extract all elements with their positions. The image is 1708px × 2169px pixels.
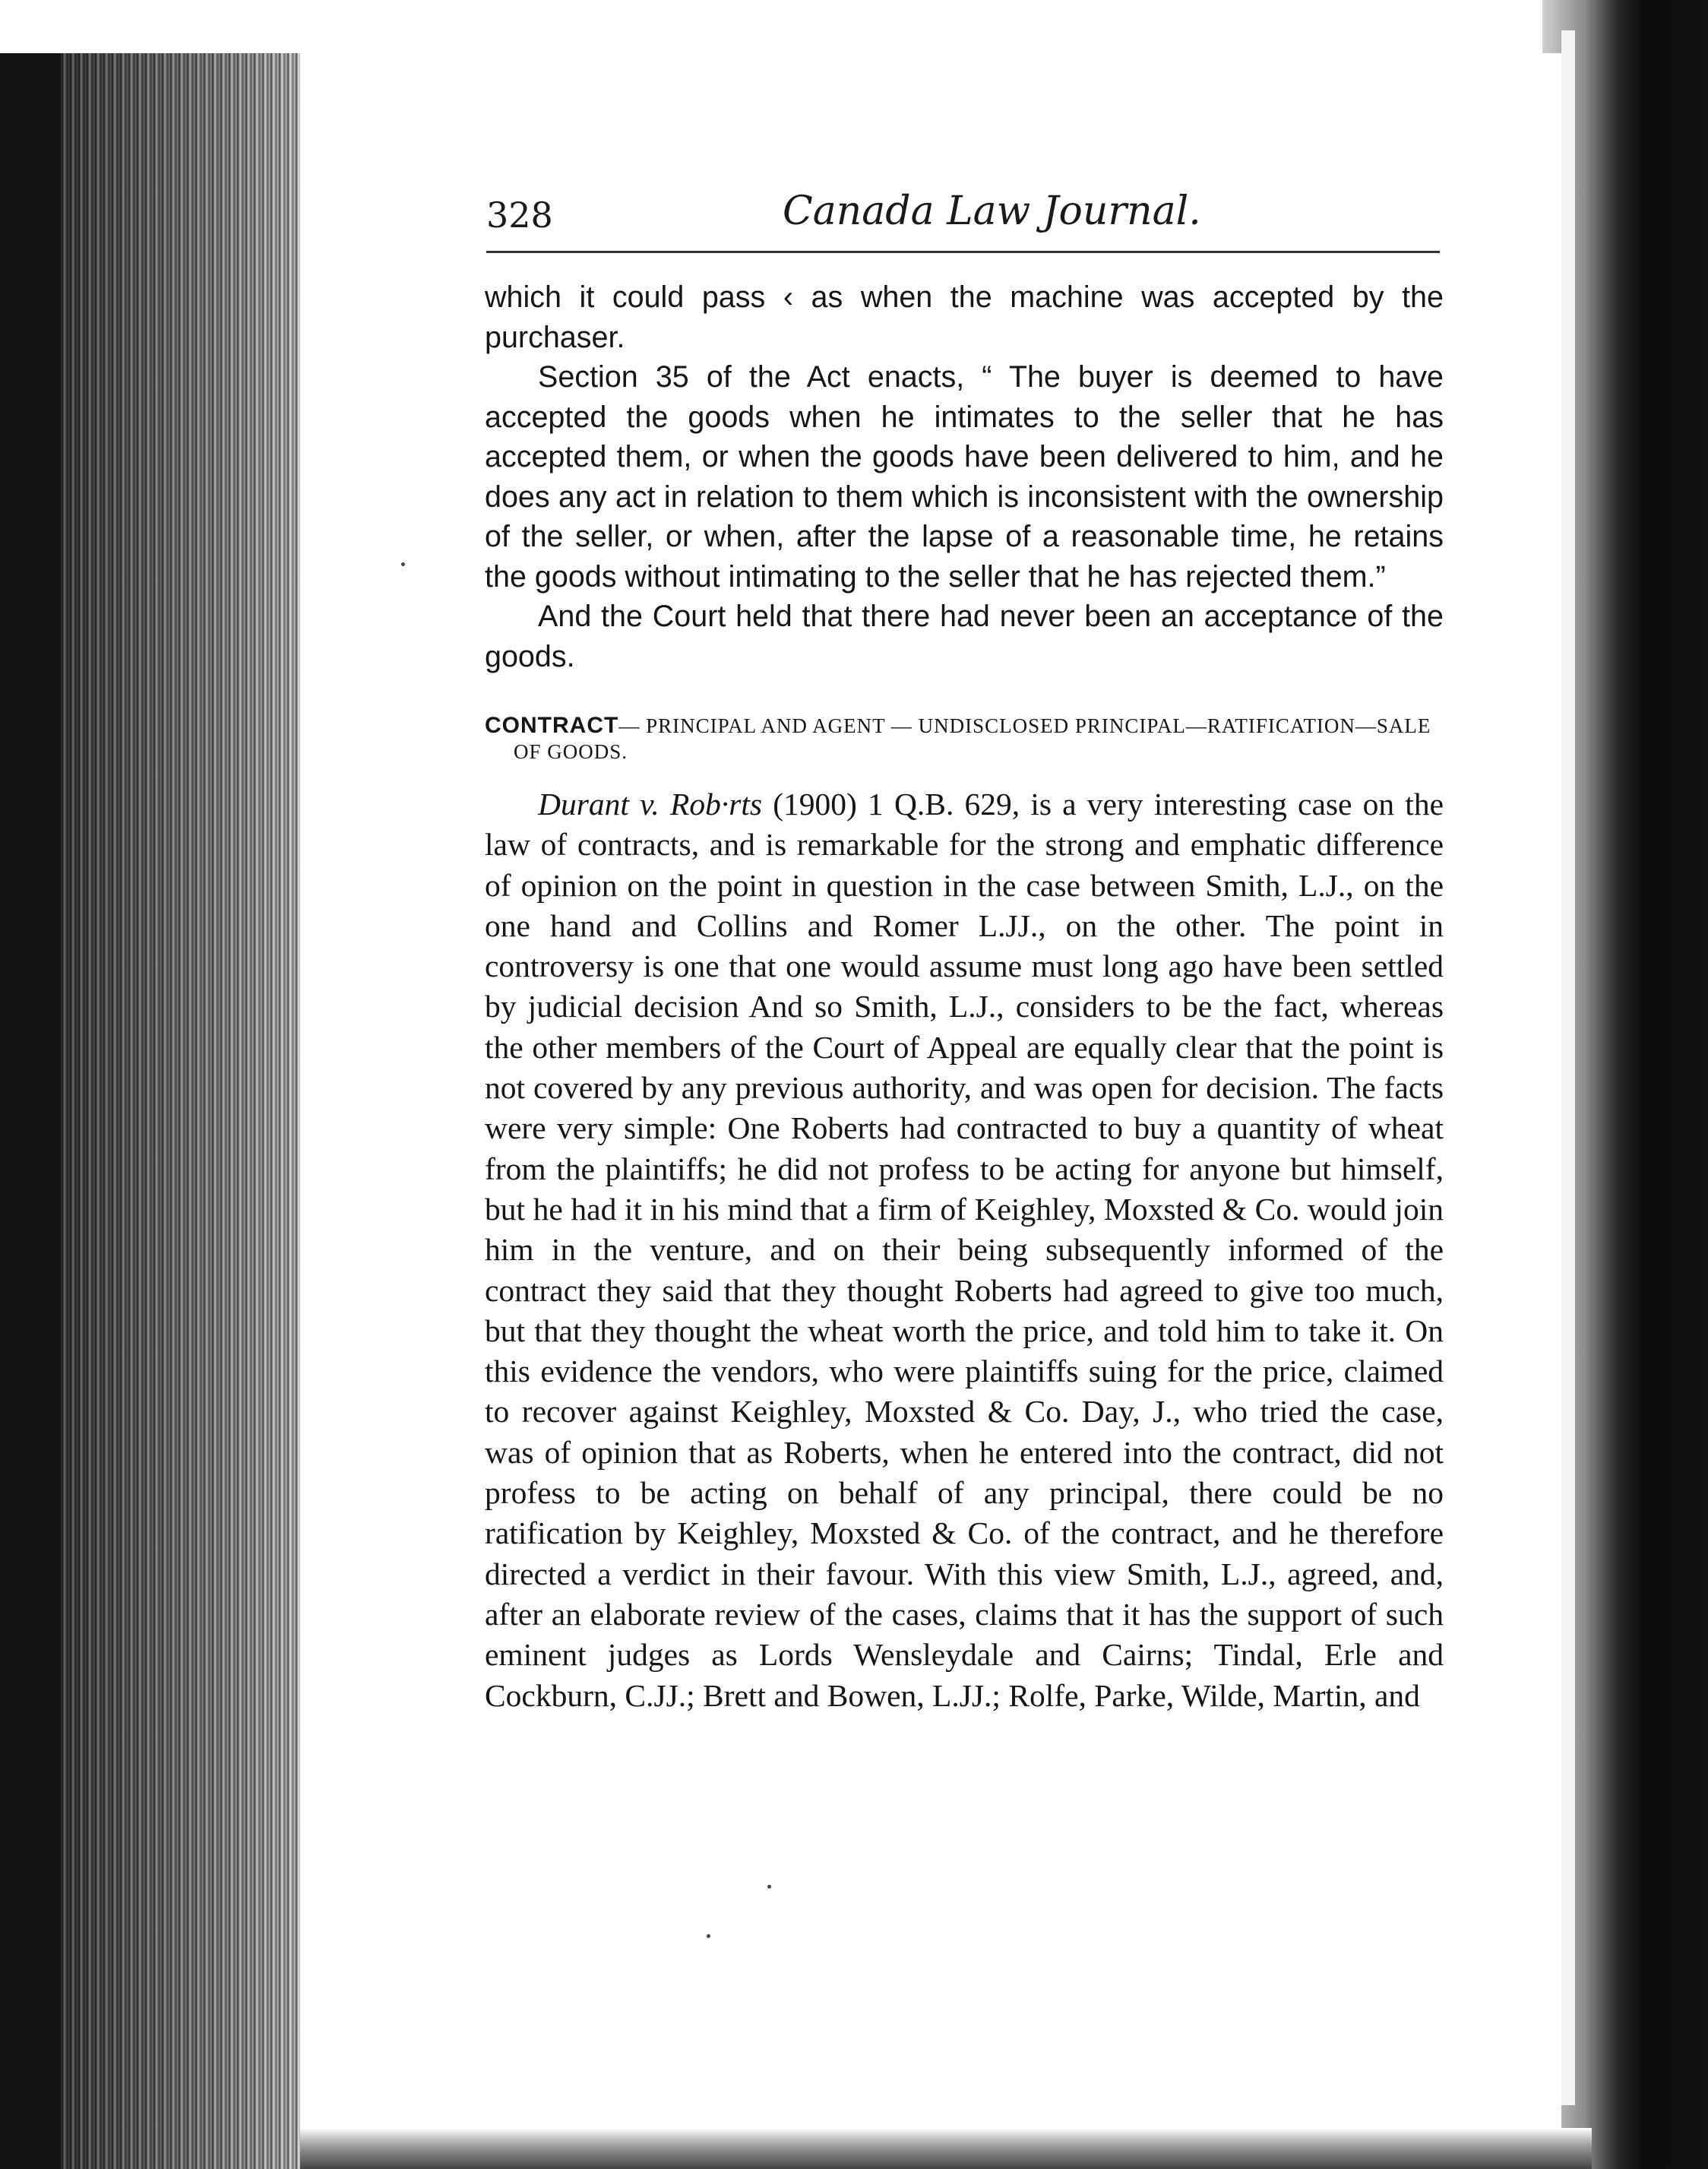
case-text: (1900) 1 Q.B. 629, is a very interesting case on the law of contracts, and is remarkable for the strong and emphatic difference of opinion on the point in question in the case between Smith, L.J., on the one hand and Collins and Romer L.JJ., on the other. The point in controversy is one that one would assume must long ago have been settled by judicial decision And so Smith, L.J., considers to be the fact, whereas the other members of the Court of Appeal are equally clear that the point is not covered by any previous authority, and was open for decision. The facts were very simple: One Roberts had contracted to buy a quantity of wheat from the plaintiffs; he did not profess to be acting for anyone but himself, but he had it in his mind that a firm of Keighley, Moxsted & Co. would join him in the venture, and on their being subsequently informed of the contract they said that they thought Roberts had agreed to give too much, but that they thought the wheat worth the price, and told him to take it. On this evidence the vendors, who were plaintiffs suing for the price, claimed to recover against Keighley, Moxsted & Co. Day, J., who tried the case, was of opinion that as Roberts, when he entered into the contract, did not profess to be acting on behalf of any principal, there could be no ratification by Keighley, Moxsted & Co. of the contract, and he therefore directed a verdict in their favour. With this view Smith, L.J., agreed, and, after an elaborate review of the cases, claims that it has the support of such eminent judges as Lords Wensleydale and Cairns; Tindal, Erle and Cockburn, C.JJ.; Brett and Bowen, L.JJ.; Rolfe, Parke, Wilde, Martin, and bbox=[485, 787, 1444, 1713]
bottom-page-edge bbox=[300, 2128, 1592, 2169]
right-page-strip bbox=[1561, 30, 1575, 2105]
scan-speck bbox=[401, 562, 405, 566]
scan-speck bbox=[767, 1885, 771, 1889]
headnote-topics: — PRINCIPAL AND AGENT — UNDISCLOSED PRINCIPAL—RATIFICATION—SALE OF GOODS. bbox=[514, 714, 1431, 763]
body-text bbox=[485, 277, 1444, 1716]
page-header bbox=[486, 188, 1444, 249]
page-number: 328 bbox=[486, 195, 553, 236]
paragraph-durant-v-roberts bbox=[485, 784, 1444, 1716]
running-title: Canada Law Journal. bbox=[783, 188, 1201, 234]
headnote-keyword: CONTRACT bbox=[485, 713, 619, 738]
paragraph-court-held: And the Court held that there had never been an acceptance of the goods. bbox=[485, 600, 1444, 673]
scan-speck bbox=[707, 1934, 710, 1938]
case-name: Durant v. Rob·rts bbox=[538, 787, 763, 822]
section-headnote bbox=[485, 713, 1444, 765]
paragraph-continuation: which it could pass ‹ as when the machine was accepted by the purchaser. bbox=[485, 280, 1444, 354]
paragraph-section-35: Section 35 of the Act enacts, “ The buyer is deemed to have accepted the goods when he intimates to the seller that he has accepted them, or when the goods have been delivered to him, and he does any act in relation to them which is inconsistent with the ownership of the seller, or when, after the lapse of a reasonable time, he retains the goods without intimating to the seller that he has rejected them.” bbox=[485, 360, 1444, 594]
header-rule bbox=[486, 251, 1440, 253]
binding-dark-edge bbox=[0, 53, 61, 2169]
